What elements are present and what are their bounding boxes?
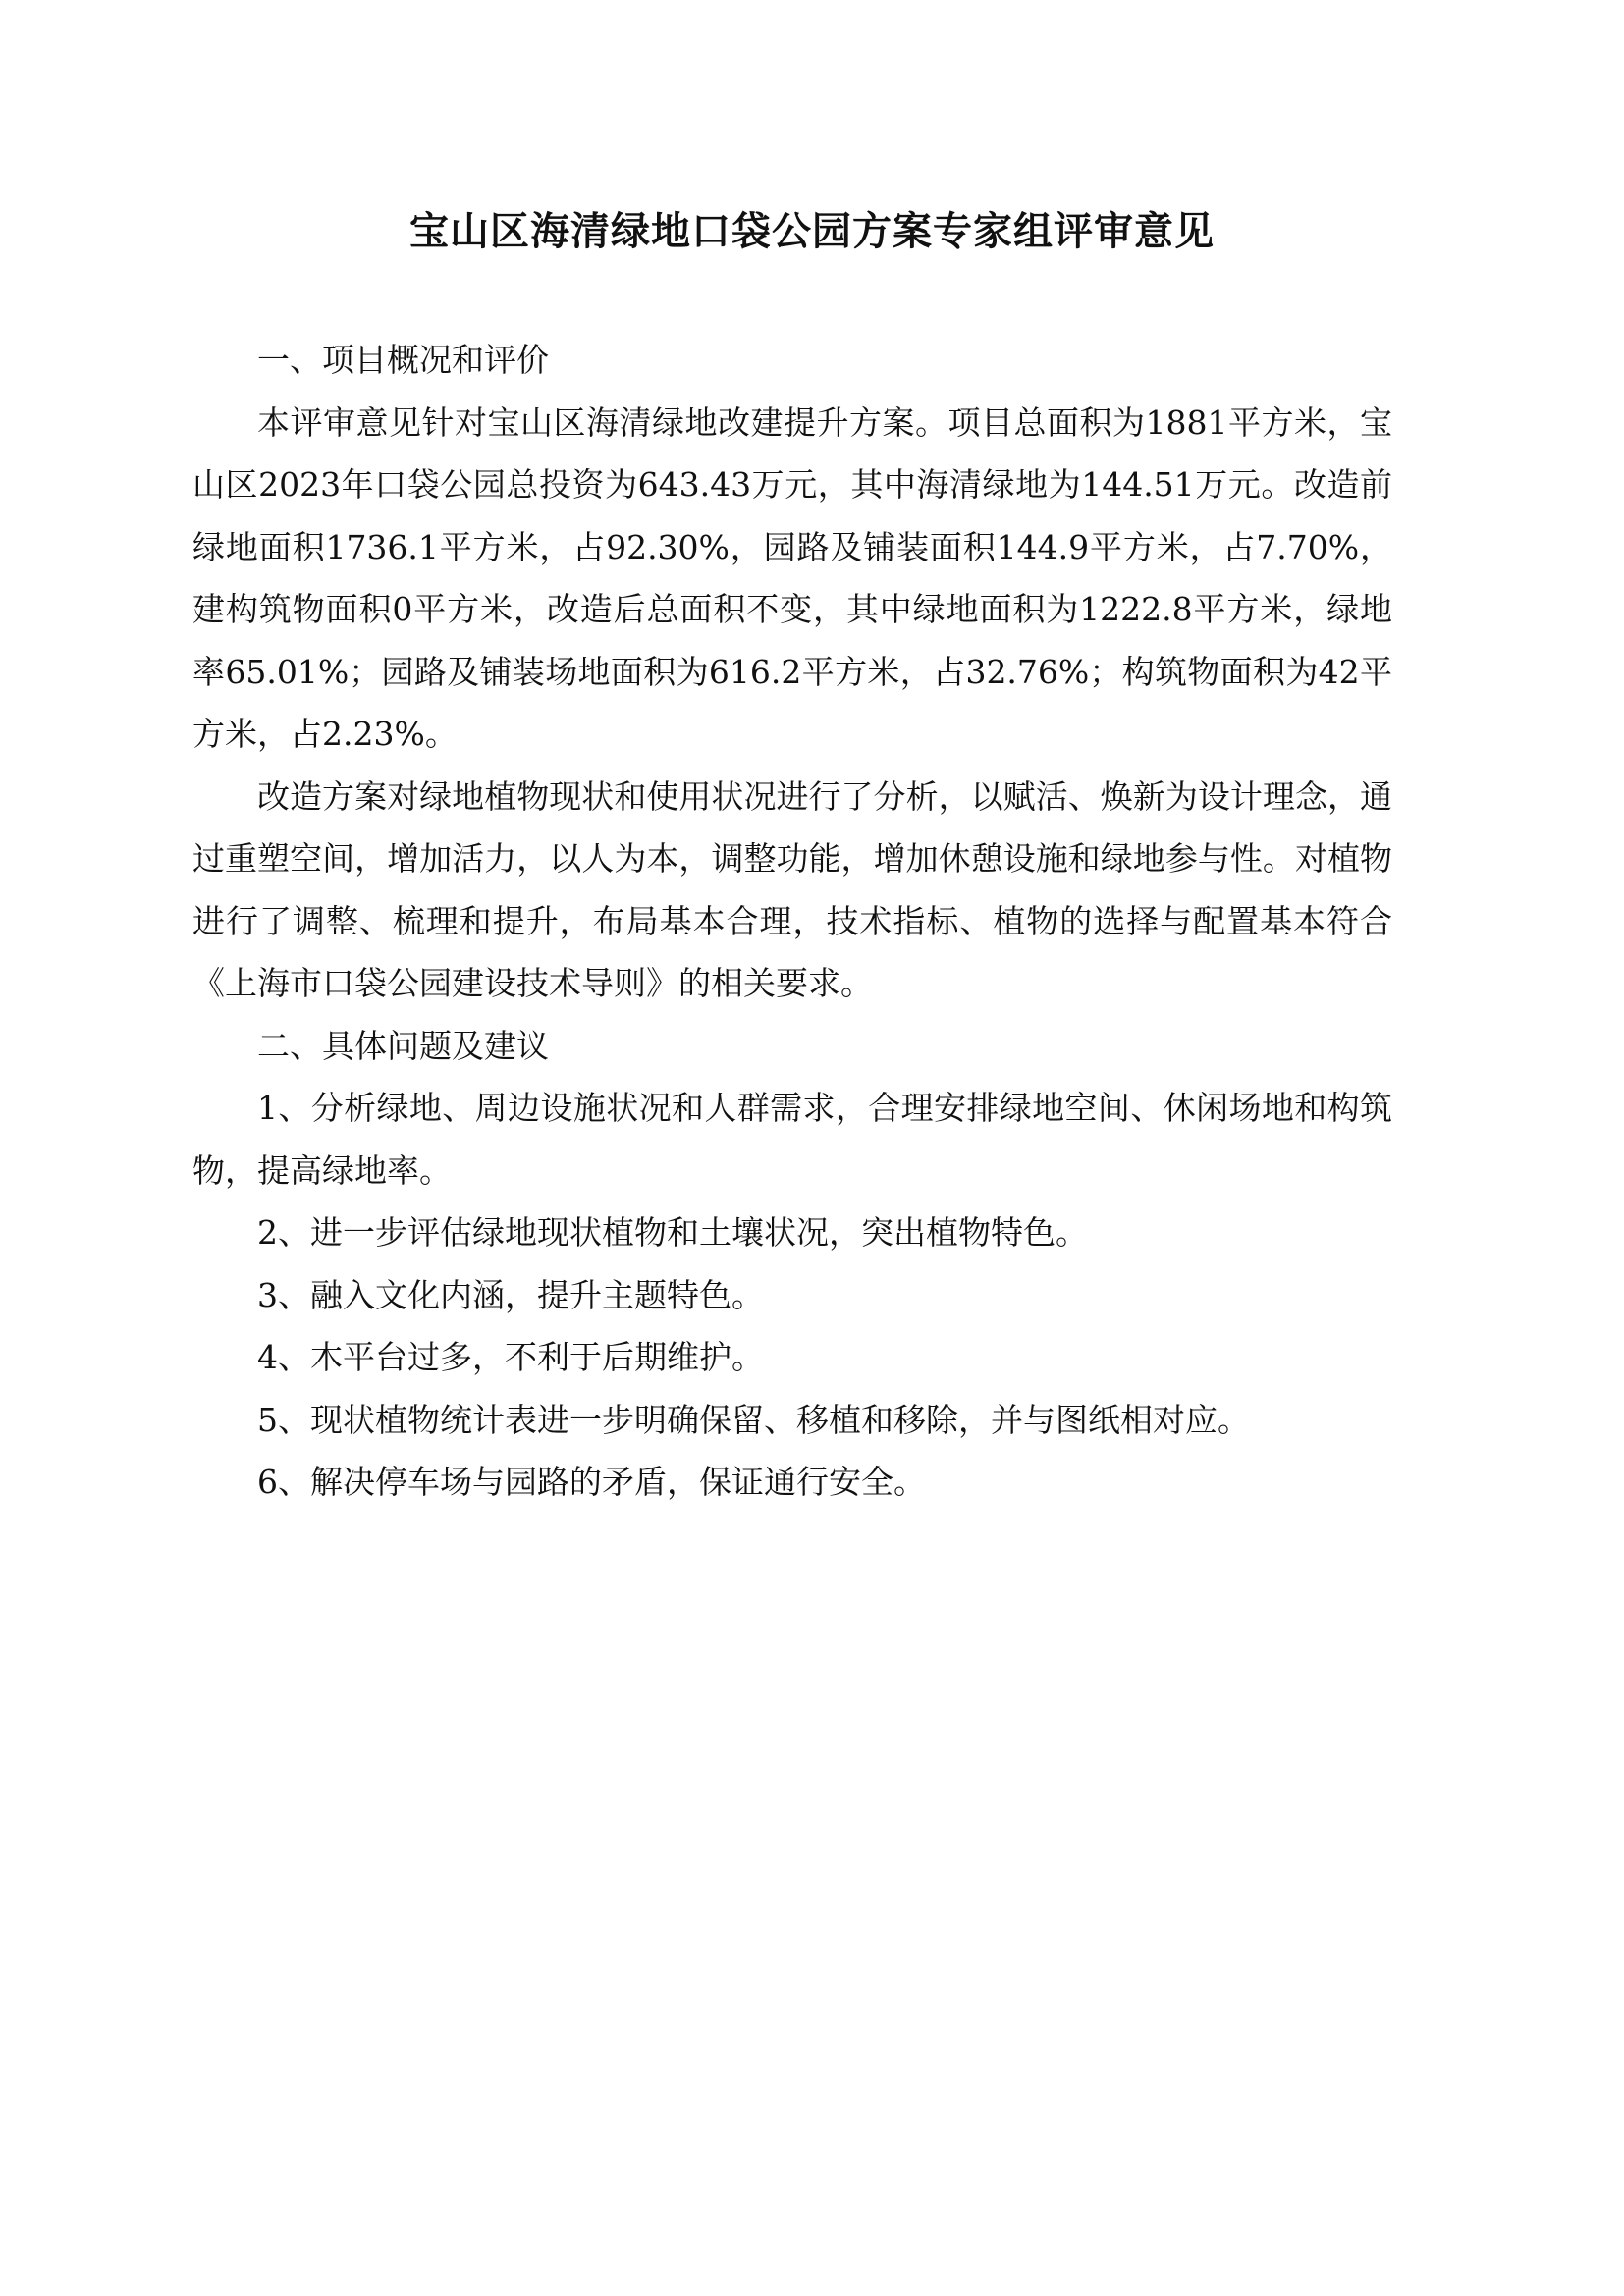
section-heading-overview: 一、项目概况和评价	[257, 341, 549, 379]
paragraph-project-evaluation: 改造方案对绿地植物现状和使用状况进行了分析，以赋活、焕新为设计理念，通过重塑空间，增加活力，以人为本，调整功能，增加休憩设施和绿地参与性。对植物进行了调整、梳理和提升，布局基本合理，技术指标、植物的选择与配置基本符合《上海市口袋公园建设技术导则》的相关要求。	[192, 776, 1392, 1002]
document-title: 宝山区海清绿地口袋公园方案专家组评审意见	[409, 209, 1215, 254]
document-body	[192, 329, 1392, 1514]
section-heading-suggestions: 二、具体问题及建议	[257, 1026, 549, 1065]
suggestion-item: 3、融入文化内涵，提升主题特色。	[257, 1275, 764, 1314]
suggestion-item: 6、解决停车场与园路的矛盾，保证通行安全。	[257, 1463, 926, 1501]
suggestion-item: 5、现状植物统计表进一步明确保留、移植和移除，并与图纸相对应。	[257, 1400, 1250, 1439]
suggestion-item: 2、进一步评估绿地现状植物和土壤状况，突出植物特色。	[257, 1213, 1088, 1252]
paragraph-project-overview: 本评审意见针对宝山区海清绿地改建提升方案。项目总面积为1881平方米，宝山区2023年口袋公园总投资为643.43万元，其中海清绿地为144.51万元。改造前绿地面积1736.1平方米，占92.30%，园路及铺装面积144.9平方米，占7.70%，建构筑物面积0平方米，改造后总面积不变，其中绿地面积为1222.8平方米，绿地率65.01%；园路及铺装场地面积为616.2平方米，占32.76%；构筑物面积为42平方米，占2.23%。	[192, 402, 1392, 753]
suggestion-item: 4、木平台过多，不利于后期维护。	[257, 1338, 764, 1376]
suggestion-item: 1、分析绿地、周边设施状况和人群需求，合理安排绿地空间、休闲场地和构筑物，提高绿地率。	[192, 1089, 1392, 1190]
